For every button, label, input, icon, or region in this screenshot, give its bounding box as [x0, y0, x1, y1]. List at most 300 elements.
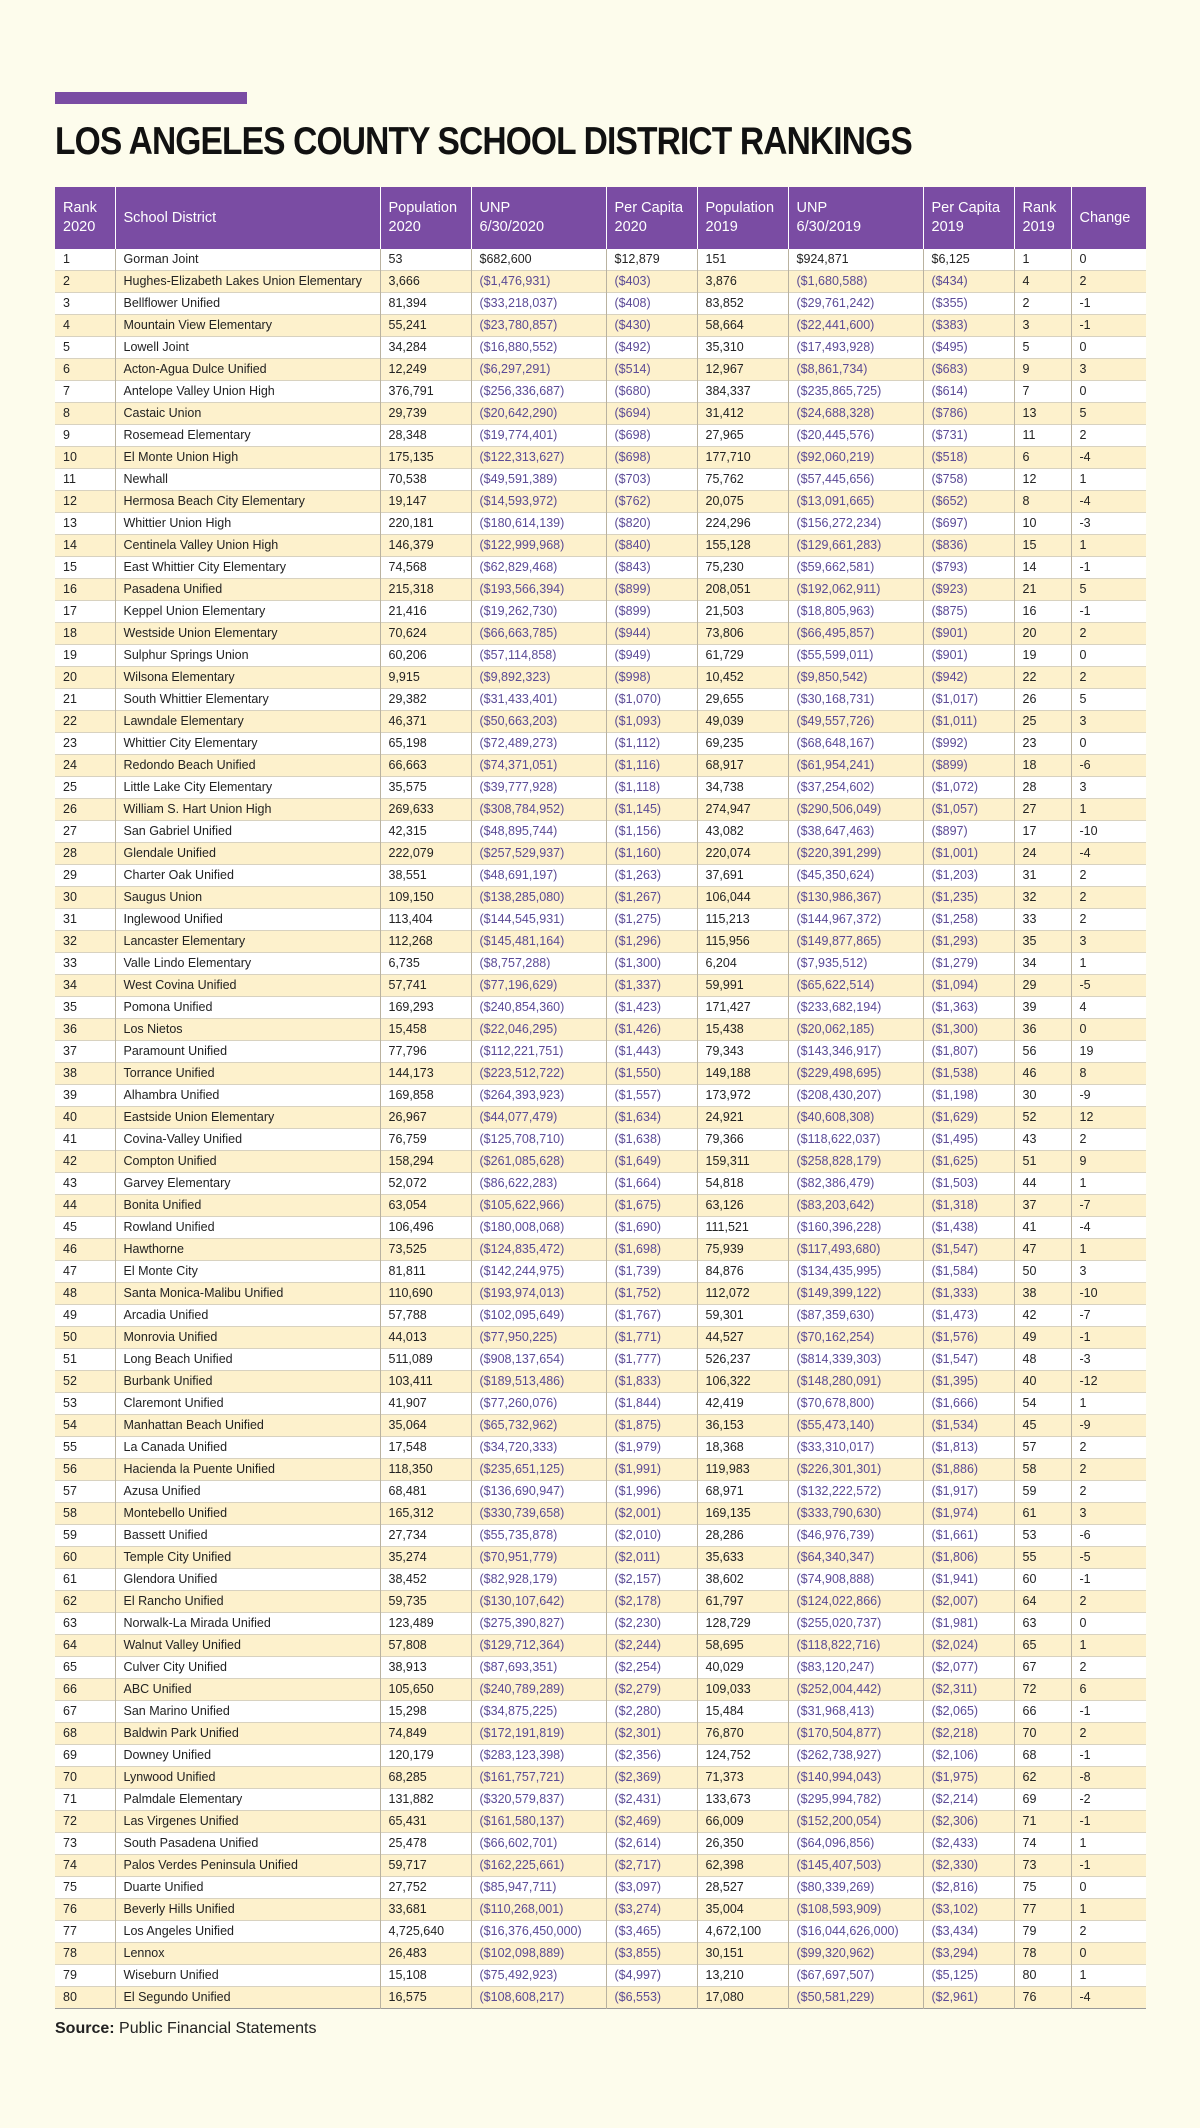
table-row: [55, 821, 1146, 843]
rank-2019-cell: 8: [1014, 491, 1071, 513]
district-name-cell: San Marino Unified: [115, 1701, 380, 1723]
per-capita-2019-cell: ($899): [923, 755, 1014, 777]
change-cell: 0: [1079, 736, 1087, 751]
table-row: [55, 711, 1146, 733]
rank-2019-cell: 7: [1014, 381, 1071, 403]
change-cell: -1: [1079, 1572, 1091, 1587]
population-2019-cell: 208,051: [697, 579, 788, 601]
population-2020-cell: 57,788: [380, 1305, 471, 1327]
table-row: [55, 469, 1146, 491]
per-capita-2019-cell: ($1,203): [923, 865, 1014, 887]
population-2019-cell: 15,438: [697, 1019, 788, 1041]
table-row: [55, 1987, 1146, 2009]
unp-2019-cell: ($226,301,301): [788, 1459, 923, 1481]
district-name-cell: William S. Hart Union High: [115, 799, 380, 821]
district-name-cell: Sulphur Springs Union: [115, 645, 380, 667]
column-header-line2: 2019: [705, 219, 738, 235]
column-header-line1: Per Capita: [931, 200, 1001, 216]
unp-2020-cell: ($105,622,966): [471, 1195, 606, 1217]
population-2020-cell: 110,690: [380, 1283, 471, 1305]
rank-2019-cell: 57: [1014, 1437, 1071, 1459]
rank-2019-cell: 33: [1014, 909, 1071, 931]
unp-2020-cell: ($87,693,351): [471, 1657, 606, 1679]
unp-2019-cell: ($295,994,782): [788, 1789, 923, 1811]
population-2020-cell: 52,072: [380, 1173, 471, 1195]
table-row: [55, 623, 1146, 645]
per-capita-2019-cell: ($2,214): [923, 1789, 1014, 1811]
population-2020-cell: 3,666: [380, 271, 471, 293]
table-row: [55, 1569, 1146, 1591]
per-capita-2020-cell: ($6,553): [606, 1987, 697, 2009]
table-row: [55, 1129, 1146, 1151]
change-cell: -10: [1079, 1286, 1098, 1301]
per-capita-2019-cell: ($1,395): [923, 1371, 1014, 1393]
per-capita-2020-cell: ($2,469): [606, 1811, 697, 1833]
table-row: [55, 887, 1146, 909]
per-capita-2020-cell: ($1,337): [606, 975, 697, 997]
population-2019-cell: 37,691: [697, 865, 788, 887]
column-header-line1: Population: [388, 200, 458, 216]
population-2019-cell: 28,286: [697, 1525, 788, 1547]
per-capita-2019-cell: ($1,666): [923, 1393, 1014, 1415]
population-2020-cell: 57,808: [380, 1635, 471, 1657]
rank-2020-cell: 41: [55, 1129, 115, 1151]
rank-2020-cell: 53: [55, 1393, 115, 1415]
per-capita-2020-cell: ($1,156): [606, 821, 697, 843]
rank-2020-cell: 38: [55, 1063, 115, 1085]
population-2019-cell: 62,398: [697, 1855, 788, 1877]
table-row: [55, 1019, 1146, 1041]
rank-2020-cell: 37: [55, 1041, 115, 1063]
rank-2020-cell: 1: [55, 249, 115, 271]
change-cell: -4: [1079, 450, 1091, 465]
per-capita-2020-cell: ($1,300): [606, 953, 697, 975]
unp-2019-cell: ($814,339,303): [788, 1349, 923, 1371]
district-name-cell: Eastside Union Elementary: [115, 1107, 380, 1129]
unp-2019-cell: ($170,504,877): [788, 1723, 923, 1745]
population-2020-cell: 38,452: [380, 1569, 471, 1591]
unp-2019-cell: ($82,386,479): [788, 1173, 923, 1195]
change-cell: 0: [1079, 1616, 1087, 1631]
population-2019-cell: 109,033: [697, 1679, 788, 1701]
per-capita-2019-cell: ($758): [923, 469, 1014, 491]
unp-2019-cell: ($55,473,140): [788, 1415, 923, 1437]
change-cell: 0: [1079, 1880, 1087, 1895]
rank-2020-cell: 2: [55, 271, 115, 293]
unp-2020-cell: ($16,376,450,000): [471, 1921, 606, 1943]
population-2019-cell: 18,368: [697, 1437, 788, 1459]
per-capita-2019-cell: ($1,941): [923, 1569, 1014, 1591]
unp-2020-cell: ($66,663,785): [471, 623, 606, 645]
rank-2020-cell: 49: [55, 1305, 115, 1327]
rank-2019-cell: 45: [1014, 1415, 1071, 1437]
table-row: [55, 1085, 1146, 1107]
per-capita-2020-cell: ($1,093): [606, 711, 697, 733]
per-capita-2020-cell: ($820): [606, 513, 697, 535]
unp-2020-cell: ($112,221,751): [471, 1041, 606, 1063]
population-2019-cell: 6,204: [697, 953, 788, 975]
unp-2019-cell: ($20,445,576): [788, 425, 923, 447]
rank-2020-cell: 51: [55, 1349, 115, 1371]
unp-2020-cell: ($908,137,654): [471, 1349, 606, 1371]
population-2019-cell: 69,235: [697, 733, 788, 755]
per-capita-2020-cell: ($1,875): [606, 1415, 697, 1437]
unp-2020-cell: ($235,651,125): [471, 1459, 606, 1481]
unp-2020-cell: ($110,268,001): [471, 1899, 606, 1921]
district-name-cell: Manhattan Beach Unified: [115, 1415, 380, 1437]
per-capita-2019-cell: $6,125: [923, 249, 1014, 271]
district-name-cell: Valle Lindo Elementary: [115, 953, 380, 975]
change-cell: -3: [1079, 516, 1091, 531]
change-cell: 2: [1079, 868, 1087, 883]
district-name-cell: Inglewood Unified: [115, 909, 380, 931]
rank-2020-cell: 55: [55, 1437, 115, 1459]
table-row: [55, 1195, 1146, 1217]
rank-2020-cell: 42: [55, 1151, 115, 1173]
unp-2019-cell: ($70,678,800): [788, 1393, 923, 1415]
district-name-cell: Redondo Beach Unified: [115, 755, 380, 777]
district-name-cell: Downey Unified: [115, 1745, 380, 1767]
unp-2019-cell: ($50,581,229): [788, 1987, 923, 2009]
population-2020-cell: 169,858: [380, 1085, 471, 1107]
per-capita-2019-cell: ($1,576): [923, 1327, 1014, 1349]
page-title: LOS ANGELES COUNTY SCHOOL DISTRICT RANKINGS: [55, 120, 912, 163]
population-2019-cell: 43,082: [697, 821, 788, 843]
change-cell: 2: [1079, 1594, 1087, 1609]
unp-2019-cell: ($17,493,928): [788, 337, 923, 359]
per-capita-2019-cell: ($2,816): [923, 1877, 1014, 1899]
unp-2019-cell: ($118,622,037): [788, 1129, 923, 1151]
rank-2020-cell: 7: [55, 381, 115, 403]
unp-2020-cell: ($74,371,051): [471, 755, 606, 777]
source-text: Public Financial Statements: [119, 2020, 317, 2037]
per-capita-2020-cell: ($1,296): [606, 931, 697, 953]
table-row: [55, 777, 1146, 799]
per-capita-2020-cell: ($403): [606, 271, 697, 293]
per-capita-2019-cell: ($1,011): [923, 711, 1014, 733]
rank-2020-cell: 35: [55, 997, 115, 1019]
unp-2019-cell: ($40,608,308): [788, 1107, 923, 1129]
unp-2019-cell: ($68,648,167): [788, 733, 923, 755]
table-row: [55, 1283, 1146, 1305]
change-cell: 1: [1079, 1902, 1087, 1917]
unp-2019-cell: ($220,391,299): [788, 843, 923, 865]
unp-2019-cell: ($55,599,011): [788, 645, 923, 667]
rank-2020-cell: 65: [55, 1657, 115, 1679]
table-row: [55, 931, 1146, 953]
change-cell: 1: [1079, 802, 1087, 817]
district-name-cell: South Pasadena Unified: [115, 1833, 380, 1855]
district-name-cell: Keppel Union Elementary: [115, 601, 380, 623]
change-cell: -1: [1079, 1858, 1091, 1873]
table-row: [55, 1393, 1146, 1415]
population-2020-cell: 41,907: [380, 1393, 471, 1415]
unp-2020-cell: ($34,875,225): [471, 1701, 606, 1723]
population-2019-cell: 124,752: [697, 1745, 788, 1767]
column-header: [55, 187, 115, 249]
per-capita-2020-cell: ($1,739): [606, 1261, 697, 1283]
district-name-cell: Duarte Unified: [115, 1877, 380, 1899]
rank-2020-cell: 68: [55, 1723, 115, 1745]
rank-2019-cell: 39: [1014, 997, 1071, 1019]
table-row: [55, 1459, 1146, 1481]
rank-2019-cell: 20: [1014, 623, 1071, 645]
population-2019-cell: 27,965: [697, 425, 788, 447]
rank-2020-cell: 36: [55, 1019, 115, 1041]
change-cell: -1: [1079, 560, 1091, 575]
table-row: [55, 689, 1146, 711]
table-row: [55, 1041, 1146, 1063]
population-2020-cell: 66,663: [380, 755, 471, 777]
unp-2019-cell: ($64,096,856): [788, 1833, 923, 1855]
per-capita-2020-cell: ($1,844): [606, 1393, 697, 1415]
table-row: [55, 1745, 1146, 1767]
per-capita-2019-cell: ($1,318): [923, 1195, 1014, 1217]
per-capita-2020-cell: ($1,649): [606, 1151, 697, 1173]
per-capita-2019-cell: ($1,886): [923, 1459, 1014, 1481]
change-cell: 2: [1079, 1924, 1087, 1939]
table-row: [55, 667, 1146, 689]
per-capita-2019-cell: ($1,547): [923, 1349, 1014, 1371]
population-2019-cell: 220,074: [697, 843, 788, 865]
rank-2019-cell: 44: [1014, 1173, 1071, 1195]
population-2020-cell: 376,791: [380, 381, 471, 403]
unp-2020-cell: ($161,757,721): [471, 1767, 606, 1789]
district-name-cell: Castaic Union: [115, 403, 380, 425]
rank-2019-cell: 12: [1014, 469, 1071, 491]
unp-2019-cell: ($152,200,054): [788, 1811, 923, 1833]
per-capita-2019-cell: ($1,235): [923, 887, 1014, 909]
population-2020-cell: 26,967: [380, 1107, 471, 1129]
district-name-cell: Garvey Elementary: [115, 1173, 380, 1195]
district-name-cell: Acton-Agua Dulce Unified: [115, 359, 380, 381]
district-name-cell: ABC Unified: [115, 1679, 380, 1701]
per-capita-2019-cell: ($1,584): [923, 1261, 1014, 1283]
unp-2020-cell: ($240,789,289): [471, 1679, 606, 1701]
rank-2019-cell: 67: [1014, 1657, 1071, 1679]
per-capita-2020-cell: ($1,426): [606, 1019, 697, 1041]
per-capita-2019-cell: ($1,333): [923, 1283, 1014, 1305]
unp-2020-cell: ($23,780,857): [471, 315, 606, 337]
rank-2020-cell: 46: [55, 1239, 115, 1261]
unp-2020-cell: ($20,642,290): [471, 403, 606, 425]
unp-2019-cell: ($74,908,888): [788, 1569, 923, 1591]
per-capita-2019-cell: ($1,198): [923, 1085, 1014, 1107]
rank-2020-cell: 50: [55, 1327, 115, 1349]
change-cell: 3: [1079, 1506, 1087, 1521]
unp-2020-cell: ($275,390,827): [471, 1613, 606, 1635]
change-cell: -1: [1079, 296, 1091, 311]
rank-2020-cell: 22: [55, 711, 115, 733]
population-2020-cell: 33,681: [380, 1899, 471, 1921]
population-2019-cell: 384,337: [697, 381, 788, 403]
table-row: [55, 1877, 1146, 1899]
rank-2019-cell: 5: [1014, 337, 1071, 359]
unp-2020-cell: ($57,114,858): [471, 645, 606, 667]
change-cell: 5: [1079, 692, 1087, 707]
population-2020-cell: 175,135: [380, 447, 471, 469]
unp-2020-cell: ($161,580,137): [471, 1811, 606, 1833]
per-capita-2020-cell: ($2,717): [606, 1855, 697, 1877]
change-cell: -1: [1079, 1704, 1091, 1719]
unp-2019-cell: ($30,168,731): [788, 689, 923, 711]
unp-2019-cell: ($64,340,347): [788, 1547, 923, 1569]
rank-2019-cell: 37: [1014, 1195, 1071, 1217]
rank-2020-cell: 80: [55, 1987, 115, 2009]
unp-2019-cell: ($140,994,043): [788, 1767, 923, 1789]
table-row: [55, 1701, 1146, 1723]
table-row: [55, 1525, 1146, 1547]
table-row: [55, 601, 1146, 623]
unp-2019-cell: ($117,493,680): [788, 1239, 923, 1261]
table-row: [55, 1107, 1146, 1129]
table-row: [55, 1789, 1146, 1811]
population-2019-cell: 66,009: [697, 1811, 788, 1833]
column-header-line1: Change: [1079, 209, 1131, 226]
population-2020-cell: 511,089: [380, 1349, 471, 1371]
unp-2020-cell: ($77,196,629): [471, 975, 606, 997]
district-name-cell: Newhall: [115, 469, 380, 491]
population-2020-cell: 27,752: [380, 1877, 471, 1899]
per-capita-2019-cell: ($2,961): [923, 1987, 1014, 2009]
change-cell: 2: [1079, 274, 1087, 289]
population-2020-cell: 63,054: [380, 1195, 471, 1217]
per-capita-2019-cell: ($992): [923, 733, 1014, 755]
population-2019-cell: 44,527: [697, 1327, 788, 1349]
population-2019-cell: 49,039: [697, 711, 788, 733]
rank-2019-cell: 61: [1014, 1503, 1071, 1525]
per-capita-2019-cell: ($1,547): [923, 1239, 1014, 1261]
unp-2020-cell: ($39,777,928): [471, 777, 606, 799]
unp-2020-cell: ($172,191,819): [471, 1723, 606, 1745]
population-2019-cell: 112,072: [697, 1283, 788, 1305]
population-2020-cell: 16,575: [380, 1987, 471, 2009]
per-capita-2019-cell: ($697): [923, 513, 1014, 535]
population-2020-cell: 29,382: [380, 689, 471, 711]
population-2020-cell: 131,882: [380, 1789, 471, 1811]
per-capita-2019-cell: ($652): [923, 491, 1014, 513]
rank-2020-cell: 27: [55, 821, 115, 843]
unp-2020-cell: ($122,313,627): [471, 447, 606, 469]
unp-2020-cell: ($14,593,972): [471, 491, 606, 513]
unp-2019-cell: ($83,203,642): [788, 1195, 923, 1217]
per-capita-2020-cell: ($1,550): [606, 1063, 697, 1085]
change-cell: -9: [1079, 1418, 1091, 1433]
rank-2019-cell: 47: [1014, 1239, 1071, 1261]
change-cell: -5: [1079, 978, 1091, 993]
per-capita-2020-cell: ($2,011): [606, 1547, 697, 1569]
per-capita-2020-cell: $12,879: [606, 249, 697, 271]
unp-2020-cell: ($256,336,687): [471, 381, 606, 403]
district-name-cell: West Covina Unified: [115, 975, 380, 997]
change-cell: 12: [1079, 1110, 1094, 1125]
table-row: [55, 1547, 1146, 1569]
unp-2019-cell: $924,871: [788, 249, 923, 271]
rank-2020-cell: 77: [55, 1921, 115, 1943]
rank-2019-cell: 50: [1014, 1261, 1071, 1283]
per-capita-2020-cell: ($1,263): [606, 865, 697, 887]
unp-2019-cell: ($92,060,219): [788, 447, 923, 469]
rank-2020-cell: 24: [55, 755, 115, 777]
table-row: [55, 1481, 1146, 1503]
rank-2019-cell: 31: [1014, 865, 1071, 887]
per-capita-2020-cell: ($1,777): [606, 1349, 697, 1371]
per-capita-2020-cell: ($1,116): [606, 755, 697, 777]
unp-2019-cell: ($18,805,963): [788, 601, 923, 623]
unp-2020-cell: ($129,712,364): [471, 1635, 606, 1657]
population-2019-cell: 10,452: [697, 667, 788, 689]
rank-2020-cell: 16: [55, 579, 115, 601]
unp-2020-cell: ($308,784,952): [471, 799, 606, 821]
rank-2019-cell: 46: [1014, 1063, 1071, 1085]
district-name-cell: Temple City Unified: [115, 1547, 380, 1569]
unp-2020-cell: ($82,928,179): [471, 1569, 606, 1591]
population-2019-cell: 35,633: [697, 1547, 788, 1569]
change-cell: 0: [1079, 1946, 1087, 1961]
table-row: [55, 381, 1146, 403]
unp-2019-cell: ($22,441,600): [788, 315, 923, 337]
rank-2020-cell: 28: [55, 843, 115, 865]
population-2020-cell: 74,568: [380, 557, 471, 579]
per-capita-2019-cell: ($1,503): [923, 1173, 1014, 1195]
population-2020-cell: 15,108: [380, 1965, 471, 1987]
table-row: [55, 843, 1146, 865]
district-name-cell: Paramount Unified: [115, 1041, 380, 1063]
rank-2020-cell: 13: [55, 513, 115, 535]
per-capita-2020-cell: ($1,638): [606, 1129, 697, 1151]
unp-2020-cell: ($70,951,779): [471, 1547, 606, 1569]
population-2020-cell: 9,915: [380, 667, 471, 689]
district-name-cell: Las Virgenes Unified: [115, 1811, 380, 1833]
unp-2020-cell: ($19,774,401): [471, 425, 606, 447]
unp-2020-cell: ($1,476,931): [471, 271, 606, 293]
population-2019-cell: 75,762: [697, 469, 788, 491]
rank-2020-cell: 19: [55, 645, 115, 667]
rank-2020-cell: 34: [55, 975, 115, 997]
population-2019-cell: 149,188: [697, 1063, 788, 1085]
per-capita-2020-cell: ($698): [606, 425, 697, 447]
rank-2019-cell: 35: [1014, 931, 1071, 953]
per-capita-2019-cell: ($901): [923, 645, 1014, 667]
population-2020-cell: 81,811: [380, 1261, 471, 1283]
per-capita-2019-cell: ($2,106): [923, 1745, 1014, 1767]
district-name-cell: Monrovia Unified: [115, 1327, 380, 1349]
population-2019-cell: 84,876: [697, 1261, 788, 1283]
table-row: [55, 1899, 1146, 1921]
per-capita-2020-cell: ($899): [606, 601, 697, 623]
rank-2020-cell: 78: [55, 1943, 115, 1965]
per-capita-2019-cell: ($2,330): [923, 1855, 1014, 1877]
per-capita-2020-cell: ($1,634): [606, 1107, 697, 1129]
population-2020-cell: 68,285: [380, 1767, 471, 1789]
population-2019-cell: 111,521: [697, 1217, 788, 1239]
change-cell: 4: [1079, 1000, 1087, 1015]
table-row: [55, 1855, 1146, 1877]
per-capita-2020-cell: ($2,279): [606, 1679, 697, 1701]
rank-2020-cell: 21: [55, 689, 115, 711]
population-2020-cell: 57,741: [380, 975, 471, 997]
per-capita-2020-cell: ($2,254): [606, 1657, 697, 1679]
rank-2019-cell: 42: [1014, 1305, 1071, 1327]
district-name-cell: Burbank Unified: [115, 1371, 380, 1393]
unp-2020-cell: ($240,854,360): [471, 997, 606, 1019]
unp-2020-cell: ($85,947,711): [471, 1877, 606, 1899]
rank-2019-cell: 41: [1014, 1217, 1071, 1239]
population-2020-cell: 35,575: [380, 777, 471, 799]
population-2020-cell: 34,284: [380, 337, 471, 359]
rank-2020-cell: 11: [55, 469, 115, 491]
rankings-table: [55, 187, 1146, 2009]
